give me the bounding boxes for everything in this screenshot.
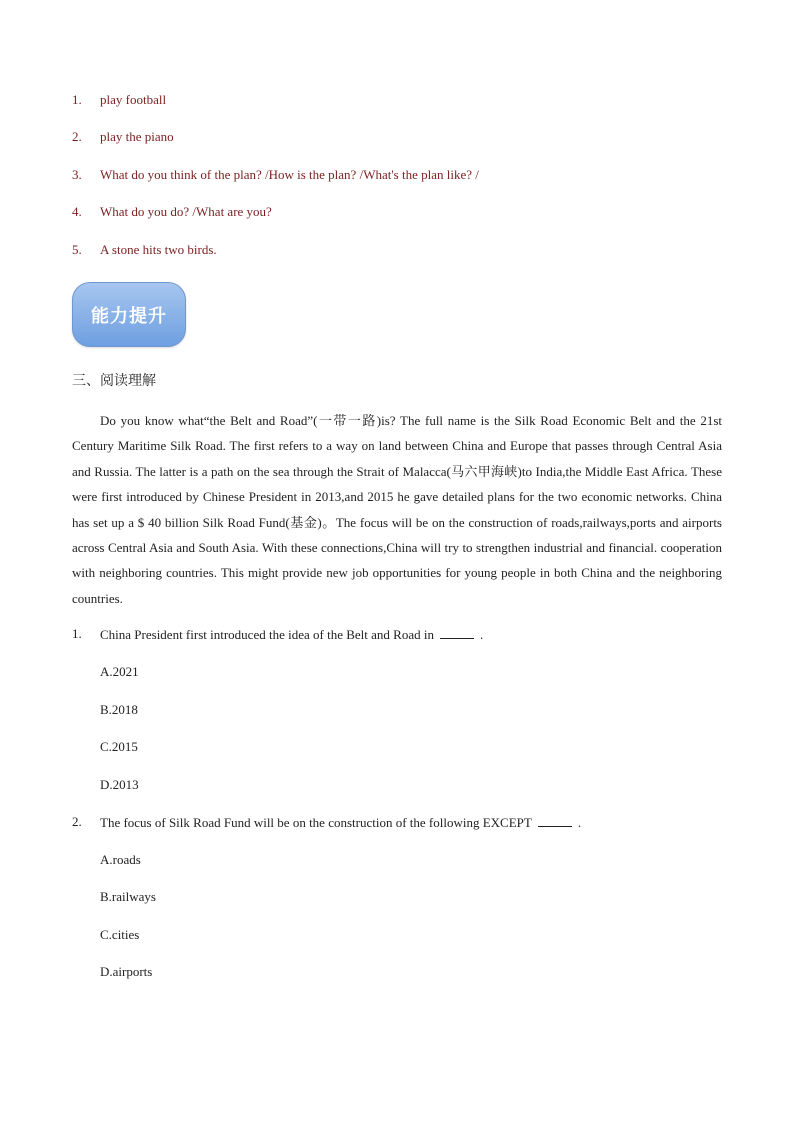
answer-list: [72, 92, 722, 279]
question-stem: China President first introduced the idea of the Belt and Road in: [100, 627, 434, 642]
answer-number: 1.: [72, 92, 82, 107]
answer-text: What do you do? /What are you?: [100, 204, 272, 220]
answer-item: [72, 204, 722, 241]
question: [72, 626, 722, 643]
answer-blank: [440, 626, 474, 639]
answer-number: 5.: [72, 241, 82, 257]
answer-number: 2.: [72, 129, 82, 145]
answer-text: play the piano: [100, 129, 174, 145]
question-end: .: [577, 815, 582, 830]
option: A.roads: [100, 852, 141, 867]
option: D.2013: [100, 777, 139, 792]
option: D.airports: [100, 964, 153, 979]
section-title: 三、阅读理解: [72, 373, 156, 389]
question-stem: The focus of Silk Road Fund will be on the construction of the following EXCEPT: [100, 815, 532, 830]
question-stem-wrap: [100, 814, 581, 831]
answer-item: [72, 129, 722, 166]
option: B.2018: [100, 702, 138, 717]
question-end: .: [479, 627, 484, 642]
answer-number: 3.: [72, 166, 82, 182]
answer-blank: [538, 814, 572, 827]
option: B.railways: [100, 889, 156, 904]
answer-item: [72, 167, 722, 204]
question-stem-wrap: [100, 626, 483, 643]
question-number: 1.: [72, 626, 82, 641]
option: C.cities: [100, 927, 140, 942]
option: C.2015: [100, 739, 138, 754]
section-badge: [72, 282, 186, 347]
answer-text: What do you think of the plan? /How is the plan? /What's the plan like? /: [100, 166, 479, 182]
answer-item: [72, 242, 722, 279]
answer-item: [72, 92, 722, 129]
reading-passage: Do you know what“the Belt and Road”(一带一路)is? The full name is the Silk Road Economic Belt and the 21st Century Maritime Silk Road. The first refers to a way on land between China and Europe that passes through Central Asia and Russia. The latter is a path on the sea through the Strait of Malacca(马六甲海峡)to India,the Middle East Africa. These were first introduced by Chinese President in 2013,and 2015 he gave detailed plans for the two economic networks. China has set up a $ 40 billion Silk Road Fund(基金)。The focus will be on the construction of roads,railways,ports and airports across Central Asia and South Asia. With these connections,China will try to strengthen industrial and financial. cooperation with neighboring countries. This might provide new job opportunities for young people in both China and the neighboring countries.: [72, 413, 722, 606]
answer-text: A stone hits two birds.: [100, 241, 217, 257]
answer-number: 4.: [72, 204, 82, 220]
question: [72, 814, 722, 831]
question-number: 2.: [72, 814, 82, 829]
badge-label: 能力提升: [91, 305, 167, 327]
answer-text: play football: [100, 92, 167, 107]
option: A.2021: [100, 664, 139, 679]
